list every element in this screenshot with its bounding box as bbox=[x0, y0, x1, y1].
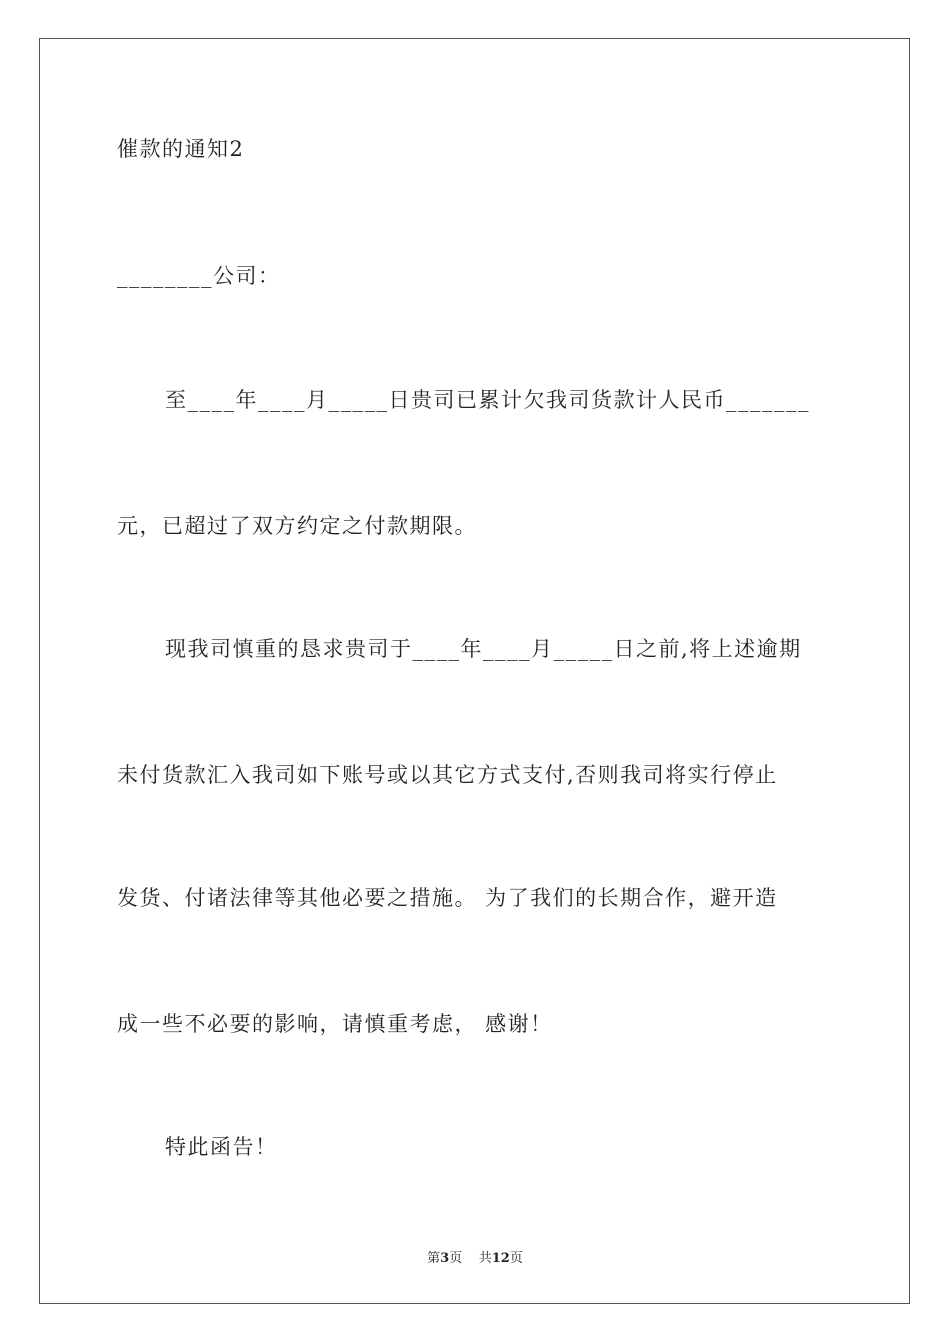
paragraph-line: 发货、付诸法律等其他必要之措施。 为了我们的长期合作，避开造 bbox=[117, 886, 778, 910]
page-number: 3 bbox=[440, 1251, 450, 1266]
paragraph-line: 成一些不必要的影响，请慎重考虑， 感谢！ bbox=[117, 1012, 553, 1036]
total-prefix: 共 bbox=[478, 1251, 492, 1266]
salutation: ________公司： bbox=[117, 264, 281, 288]
page-frame bbox=[39, 38, 910, 1304]
paragraph-line: 至____年____月_____日贵司已累计欠我司货款计人民币_______ bbox=[165, 388, 810, 412]
total-pages: 12 bbox=[491, 1251, 510, 1266]
page-suffix: 页 bbox=[449, 1251, 463, 1266]
document-title: 催款的通知2 bbox=[117, 137, 245, 161]
total-suffix: 页 bbox=[509, 1251, 523, 1266]
paragraph-line: 元，已超过了双方约定之付款期限。 bbox=[117, 514, 477, 538]
page-prefix: 第 bbox=[427, 1251, 441, 1266]
paragraph-line: 现我司慎重的恳求贵司于____年____月_____日之前,将上述逾期 bbox=[165, 637, 802, 661]
closing-line: 特此函告！ bbox=[165, 1135, 278, 1159]
paragraph-line: 未付货款汇入我司如下账号或以其它方式支付,否则我司将实行停止 bbox=[117, 763, 778, 787]
page-footer bbox=[0, 1247, 950, 1266]
